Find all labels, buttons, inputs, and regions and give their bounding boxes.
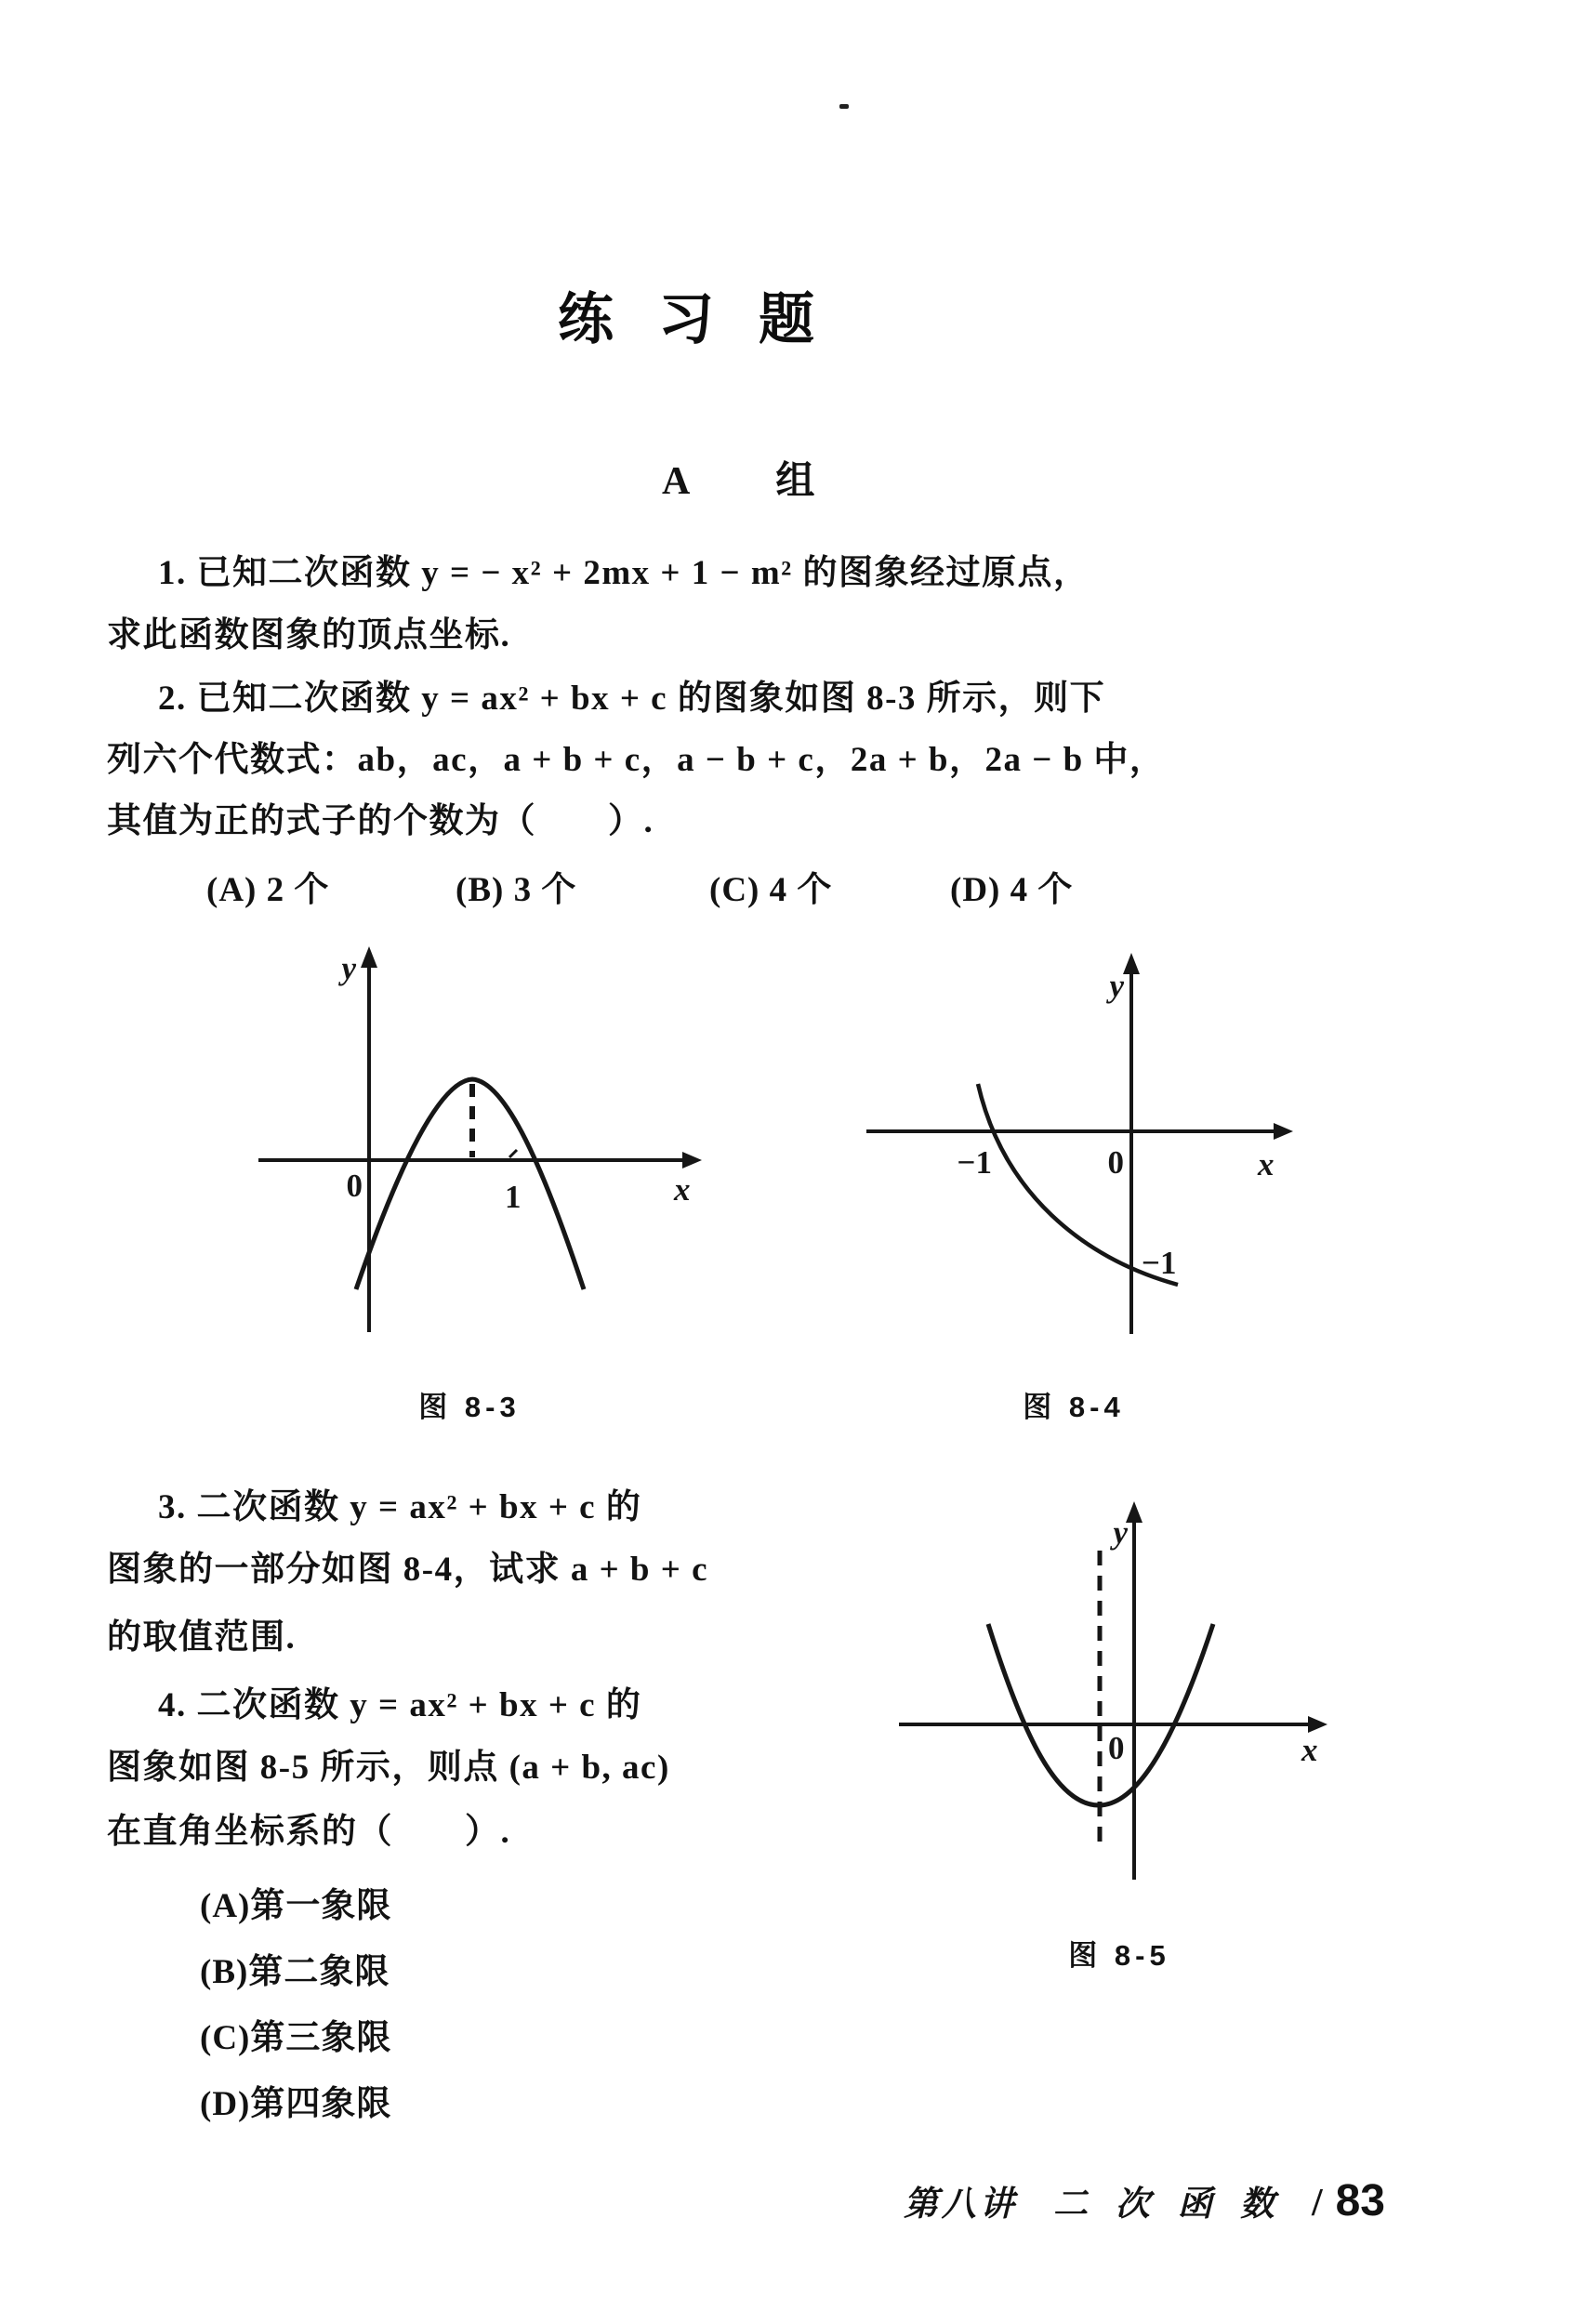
fig84-x-tick-label: −1: [957, 1144, 992, 1181]
problem-4-option-d: (D)第四象限: [200, 2085, 392, 2123]
figure-8-5: [892, 1478, 1339, 1892]
problem-2-option-b: (B) 3 个: [456, 871, 577, 909]
figure-8-3: [172, 944, 702, 1339]
fig85-x-arrow-icon: [1308, 1716, 1327, 1733]
problem-4-line-1: 4. 二次函数 y = ax² + bx + c 的: [158, 1686, 642, 1724]
problem-4-option-b: (B)第二象限: [200, 1953, 390, 1991]
fig83-origin-label: 0: [346, 1168, 363, 1204]
problem-1-line-1: 1. 已知二次函数 y = − x² + 2mx + 1 − m² 的图象经过原点，: [158, 554, 1090, 592]
fig83-x-arrow-icon: [682, 1152, 702, 1169]
fig84-x-arrow-icon: [1274, 1123, 1293, 1140]
problem-4-option-a: (A)第一象限: [200, 1887, 392, 1925]
fig83-tick-1-label: 1: [505, 1179, 522, 1215]
footer-page-number: 83: [1335, 2176, 1385, 2225]
problem-2-option-d: (D) 4 个: [950, 871, 1074, 909]
problem-4-line-2: 图象如图 8-5 所示，则点 (a + b, ac): [107, 1749, 670, 1787]
section-header: [662, 450, 818, 506]
problem-1-line-2: 求此函数图象的顶点坐标.: [107, 616, 511, 654]
footer-subject: 二次函数: [1052, 2185, 1302, 2224]
problem-2-option-a: (A) 2 个: [206, 871, 330, 909]
problem-3-line-3: 的取值范围.: [107, 1618, 297, 1657]
figure-8-3-caption: 图 8-3: [418, 1391, 521, 1423]
page-title: 练习题: [558, 289, 859, 350]
fig83-x-axis-label: x: [674, 1171, 691, 1208]
problem-4-line-3: 在直角坐标系的（ ）.: [107, 1813, 511, 1851]
problem-3-line-2: 图象的一部分如图 8-4，试求 a + b + c: [107, 1551, 708, 1589]
fig83-tick-mark: [509, 1150, 517, 1157]
fig84-origin-label: 0: [1107, 1144, 1124, 1181]
page-footer: [0, 2175, 1385, 2226]
figure-8-5-caption: 图 8-5: [1068, 1939, 1170, 1972]
figure-8-4-caption: 图 8-4: [1023, 1391, 1125, 1423]
section-word: 组: [775, 460, 819, 503]
problem-2-line-2: 列六个代数式：ab，ac，a + b + c，a − b + c，2a + b，2a − b 中，: [107, 741, 1166, 779]
problem-2-line-1: 2. 已知二次函数 y = ax² + bx + c 的图象如图 8-3 所示，则下: [158, 680, 1106, 718]
fig83-y-arrow-icon: [361, 946, 377, 968]
scan-artifact-dot: [839, 104, 849, 109]
fig85-y-axis-label: y: [1113, 1514, 1128, 1551]
fig84-x-axis-label: x: [1258, 1146, 1275, 1182]
fig85-y-arrow-icon: [1126, 1501, 1143, 1523]
fig83-y-axis-label: y: [341, 950, 356, 986]
problem-3-line-1: 3. 二次函数 y = ax² + bx + c 的: [158, 1488, 642, 1526]
fig84-y-axis-label: y: [1109, 968, 1124, 1004]
problem-2-line-3: 其值为正的式子的个数为（ ）.: [107, 802, 654, 840]
footer-slash: /: [1311, 2182, 1323, 2225]
fig84-y-tick-label: −1: [1142, 1245, 1177, 1281]
problem-4-option-c: (C)第三象限: [200, 2019, 392, 2057]
fig85-origin-label: 0: [1108, 1730, 1125, 1766]
footer-chapter: 第八讲: [903, 2185, 1018, 2224]
section-letter: A: [662, 460, 694, 503]
fig85-x-axis-label: x: [1301, 1732, 1318, 1768]
figure-8-4: [860, 948, 1297, 1343]
fig84-y-arrow-icon: [1123, 953, 1140, 974]
problem-2-option-c: (C) 4 个: [709, 871, 833, 909]
